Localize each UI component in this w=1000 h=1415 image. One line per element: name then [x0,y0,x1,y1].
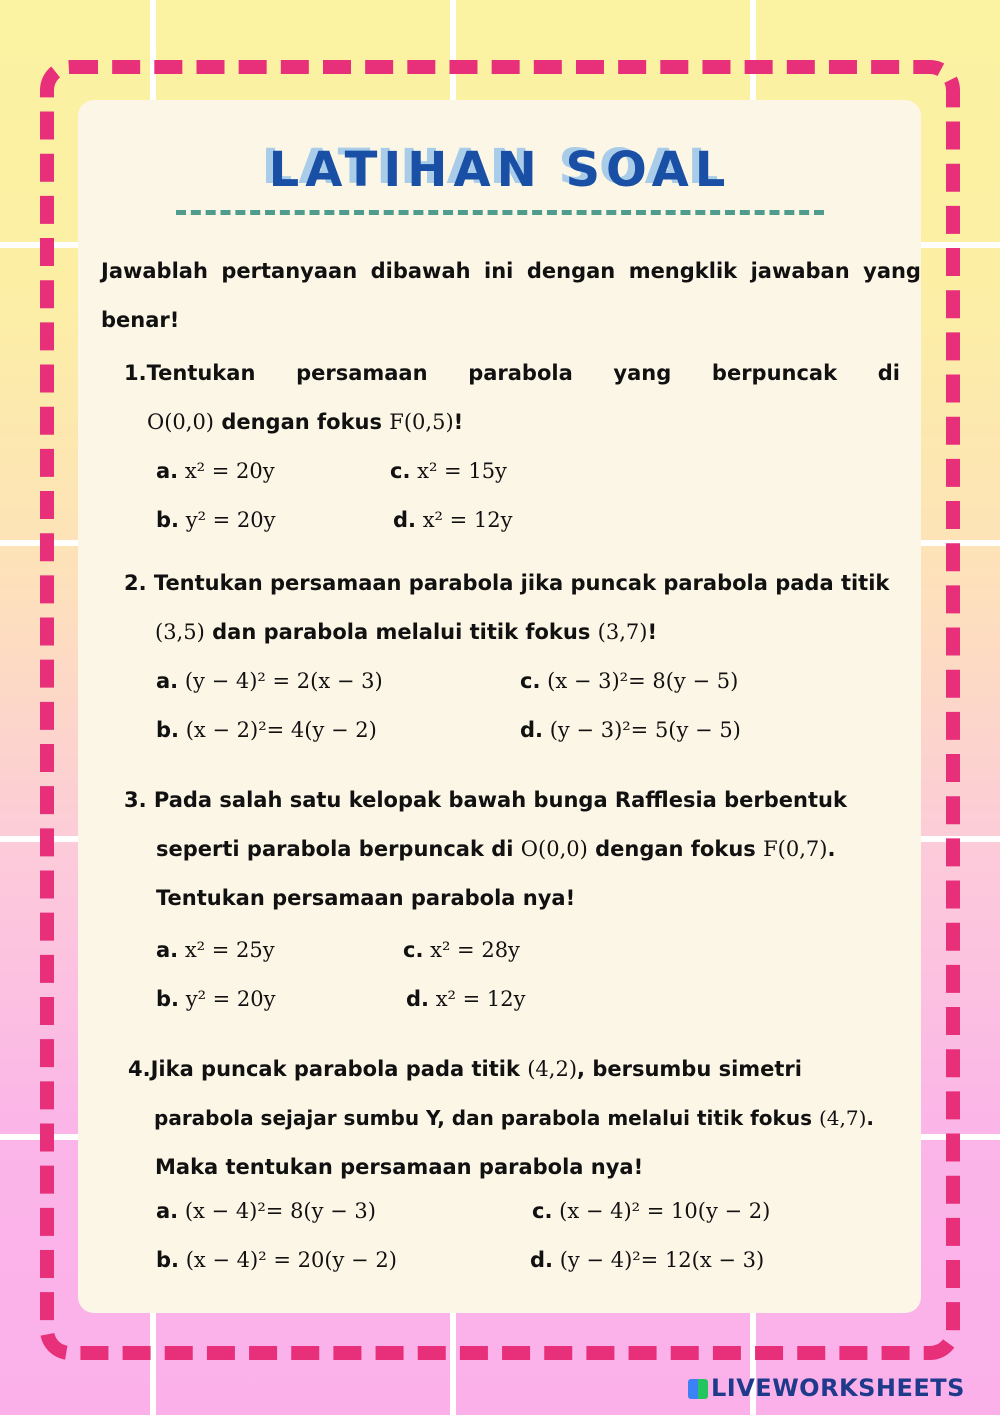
q4-option-c[interactable]: c. (x − 4)² = 10(y − 2) [532,1199,771,1223]
q4-option-a[interactable]: a. (x − 4)²= 8(y − 3) [156,1199,376,1223]
q1-option-d[interactable]: d. x² = 12y [393,508,513,532]
question-1-line-2: O(0,0) dengan fokus F(0,5)! [147,410,464,434]
focus-value: (4,7) [818,1106,867,1130]
q4-option-b[interactable]: b. (x − 4)² = 20(y − 2) [156,1248,397,1272]
vertex-value: (3,5) [155,620,205,644]
page-title: LATIHAN SOAL [268,142,732,198]
question-1-line-1: 1.Tentukan persamaan parabola yang berpuncak di [124,361,900,385]
vertex-value: O(0,0) [520,837,588,861]
vertex-value: (4,2) [527,1057,578,1081]
q1-option-a[interactable]: a. x² = 20y [156,459,275,483]
liveworksheets-logo: LIVEWORKSHEETS [688,1374,965,1402]
question-4-line-1: 4.Jika puncak parabola pada titik (4,2), bersumbu simetri [128,1057,802,1081]
instruction-line-1: Jawablah pertanyaan dibawah ini dengan mengklik jawaban yang [101,259,921,283]
question-2-line-2: (3,5) dan parabola melalui titik fokus (3,7)! [155,620,658,644]
q3-option-b[interactable]: b. y² = 20y [156,987,276,1011]
q2-option-a[interactable]: a. (y − 4)² = 2(x − 3) [156,669,383,693]
question-3-line-2: seperti parabola berpuncak di O(0,0) dengan fokus F(0,7). [156,837,836,861]
q2-option-b[interactable]: b. (x − 2)²= 4(y − 2) [156,718,377,742]
focus-value: F(0,5) [389,410,454,434]
q3-option-a[interactable]: a. x² = 25y [156,938,275,962]
liveworksheets-icon [688,1379,708,1399]
focus-value: F(0,7) [763,837,828,861]
q4-option-d[interactable]: d. (y − 4)²= 12(x − 3) [530,1248,765,1272]
question-2-line-1: 2. Tentukan persamaan parabola jika puncak parabola pada titik [124,571,890,595]
q1-option-b[interactable]: b. y² = 20y [156,508,276,532]
question-3-line-1: 3. Pada salah satu kelopak bawah bunga Rafflesia berbentuk [124,788,847,812]
question-4-line-2: parabola sejajar sumbu Y, dan parabola melalui titik fokus (4,7). [154,1106,874,1130]
question-4-line-3: Maka tentukan persamaan parabola nya! [155,1155,644,1179]
title-divider [176,210,824,215]
instruction-line-2: benar! [101,308,180,332]
q1-option-c[interactable]: c. x² = 15y [390,459,507,483]
focus-value: (3,7) [597,620,648,644]
vertex-value: O(0,0) [147,410,214,434]
question-3-line-3: Tentukan persamaan parabola nya! [156,886,576,910]
q3-option-d[interactable]: d. x² = 12y [406,987,526,1011]
q2-option-c[interactable]: c. (x − 3)²= 8(y − 5) [520,669,739,693]
q3-option-c[interactable]: c. x² = 28y [403,938,520,962]
q2-option-d[interactable]: d. (y − 3)²= 5(y − 5) [520,718,741,742]
